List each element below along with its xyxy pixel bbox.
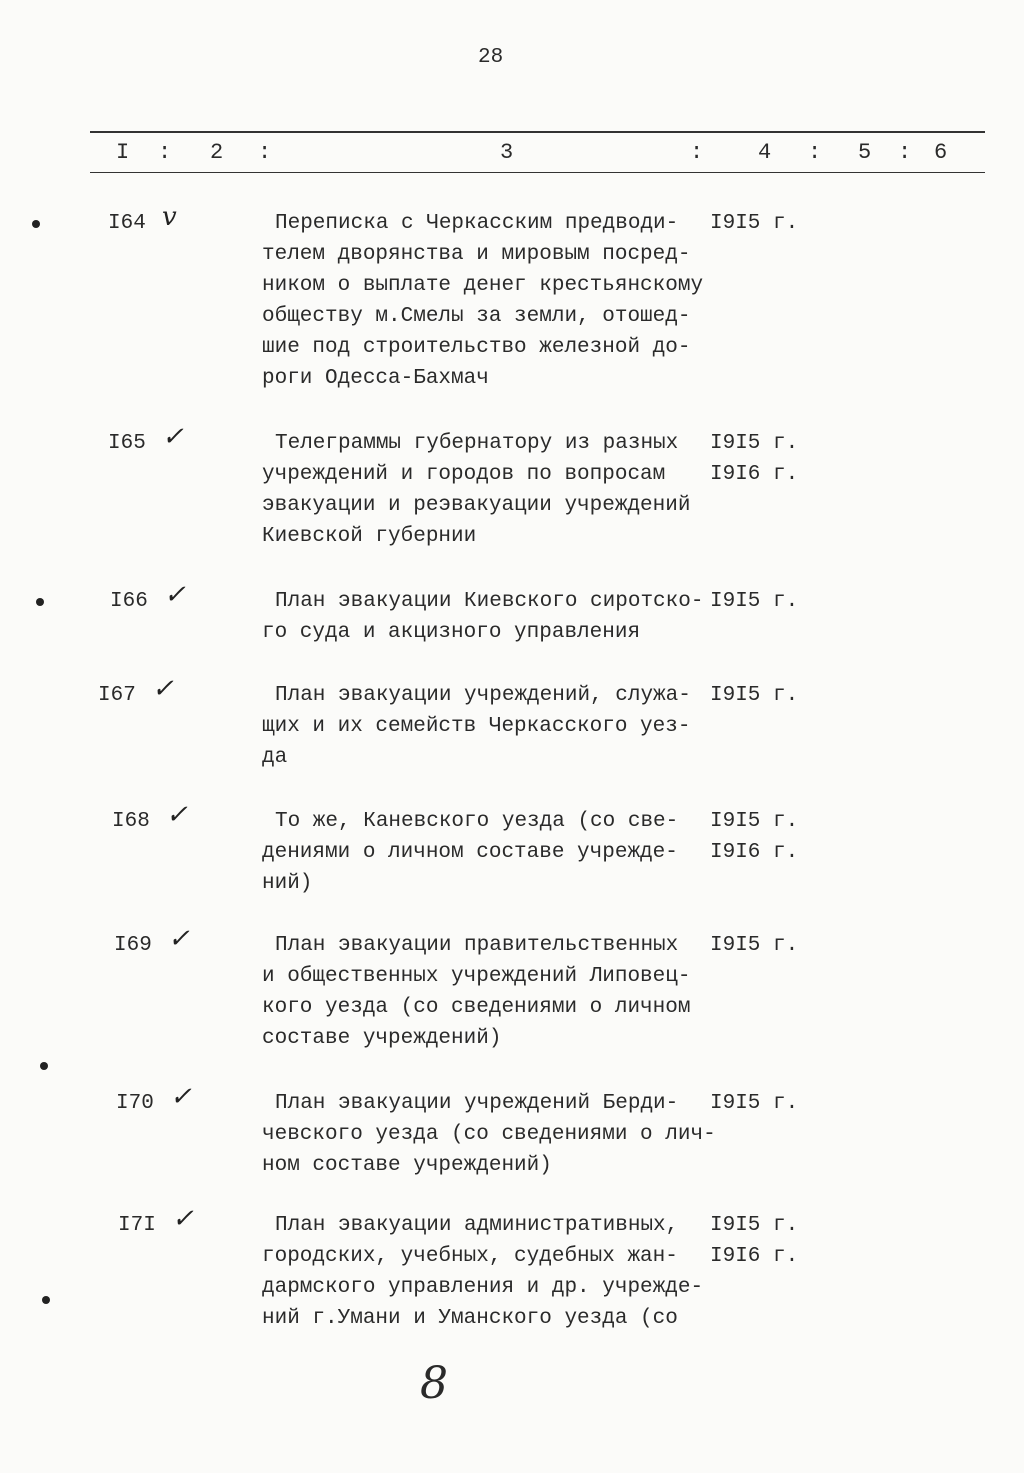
check-mark-icon: ✓: [164, 580, 186, 610]
entry-number: I66: [110, 590, 148, 613]
column-header-cell: 5: [858, 140, 872, 165]
entry-description-line: дениями о личном составе учрежде-: [262, 841, 678, 864]
check-mark-icon: ✓: [168, 924, 190, 954]
entry-date: I9I5 г.: [710, 1214, 799, 1237]
entry-number: I67: [98, 684, 136, 707]
entry-description-line: да: [262, 746, 288, 769]
entry-date: I9I6 г.: [710, 1245, 799, 1268]
punch-hole-mark: [32, 220, 40, 228]
column-header-cell: :: [690, 140, 704, 165]
entry-number: I7I: [118, 1214, 156, 1237]
entry-date: I9I5 г.: [710, 1092, 799, 1115]
entry-number: I68: [112, 810, 150, 833]
entry-description-line: Переписка с Черкасским предводи-: [275, 212, 679, 235]
column-header-cell: :: [258, 140, 272, 165]
check-mark-icon: v: [162, 202, 177, 232]
check-mark-icon: ✓: [172, 1204, 194, 1234]
entry-description-line: То же, Каневского уезда (со све-: [275, 810, 679, 833]
entry-description-line: План эвакуации Киевского сиротско-: [275, 590, 704, 613]
entry-date: I9I6 г.: [710, 463, 799, 486]
entry-description-line: дармского управления и др. учрежде-: [262, 1276, 704, 1299]
column-header-cell: I: [116, 140, 130, 165]
page-number: 28: [478, 46, 504, 69]
check-mark-icon: ✓: [170, 1082, 192, 1112]
column-header-cell: :: [808, 140, 822, 165]
entry-description-line: городских, учебных, судебных жан-: [262, 1245, 678, 1268]
entry-date: I9I5 г.: [710, 432, 799, 455]
entry-description-line: ний): [262, 872, 313, 895]
column-header-cell: 6: [934, 140, 948, 165]
entry-description-line: План эвакуации учреждений, служа-: [275, 684, 691, 707]
entry-description-line: План эвакуации правительственных: [275, 934, 679, 957]
header-bottom-rule: [90, 172, 985, 173]
entry-description-line: составе учреждений): [262, 1027, 502, 1050]
column-header-cell: 3: [500, 140, 514, 165]
punch-hole-mark: [36, 598, 44, 606]
entry-description-line: го суда и акцизного управления: [262, 621, 641, 644]
handwritten-sheet-number: 8: [420, 1358, 448, 1409]
entry-date: I9I5 г.: [710, 684, 799, 707]
punch-hole-mark: [42, 1296, 50, 1304]
check-mark-icon: ✓: [162, 422, 184, 452]
entry-date: I9I6 г.: [710, 841, 799, 864]
entry-description-line: и общественных учреждений Липовец-: [262, 965, 691, 988]
entry-description-line: План эвакуации учреждений Берди-: [275, 1092, 679, 1115]
entry-description-line: шие под строительство железной до-: [262, 336, 691, 359]
entry-description-line: обществу м.Смелы за земли, отошед-: [262, 305, 691, 328]
entry-description-line: ном составе учреждений): [262, 1154, 552, 1177]
entry-date: I9I5 г.: [710, 934, 799, 957]
entry-description-line: План эвакуации административных,: [275, 1214, 679, 1237]
entry-number: I70: [116, 1092, 154, 1115]
column-header-cell: :: [158, 140, 172, 165]
entry-description-line: кого уезда (со сведениями о личном: [262, 996, 691, 1019]
entry-number: I69: [114, 934, 152, 957]
column-header-cell: 4: [758, 140, 772, 165]
entry-description-line: эвакуации и реэвакуации учреждений: [262, 494, 691, 517]
entry-description-line: телем дворянства и мировым посред-: [262, 243, 691, 266]
entry-number: I65: [108, 432, 146, 455]
entry-date: I9I5 г.: [710, 212, 799, 235]
entry-date: I9I5 г.: [710, 810, 799, 833]
column-header-cell: 2: [210, 140, 224, 165]
entry-number: I64: [108, 212, 146, 235]
check-mark-icon: ✓: [152, 674, 174, 704]
entry-description-line: щих и их семейств Черкасского уез-: [262, 715, 691, 738]
entry-description-line: чевского уезда (со сведениями о лич-: [262, 1123, 716, 1146]
entry-description-line: Телеграммы губернатору из разных: [275, 432, 679, 455]
check-mark-icon: ✓: [166, 800, 188, 830]
entry-description-line: роги Одесса-Бахмач: [262, 367, 489, 390]
entry-date: I9I5 г.: [710, 590, 799, 613]
punch-hole-mark: [40, 1062, 48, 1070]
header-top-rule: [90, 131, 985, 133]
entry-description-line: ником о выплате денег крестьянскому: [262, 274, 704, 297]
entry-description-line: ний г.Умани и Уманского уезда (со: [262, 1307, 678, 1330]
entry-description-line: учреждений и городов по вопросам: [262, 463, 666, 486]
column-header-cell: :: [898, 140, 912, 165]
entry-description-line: Киевской губернии: [262, 525, 477, 548]
